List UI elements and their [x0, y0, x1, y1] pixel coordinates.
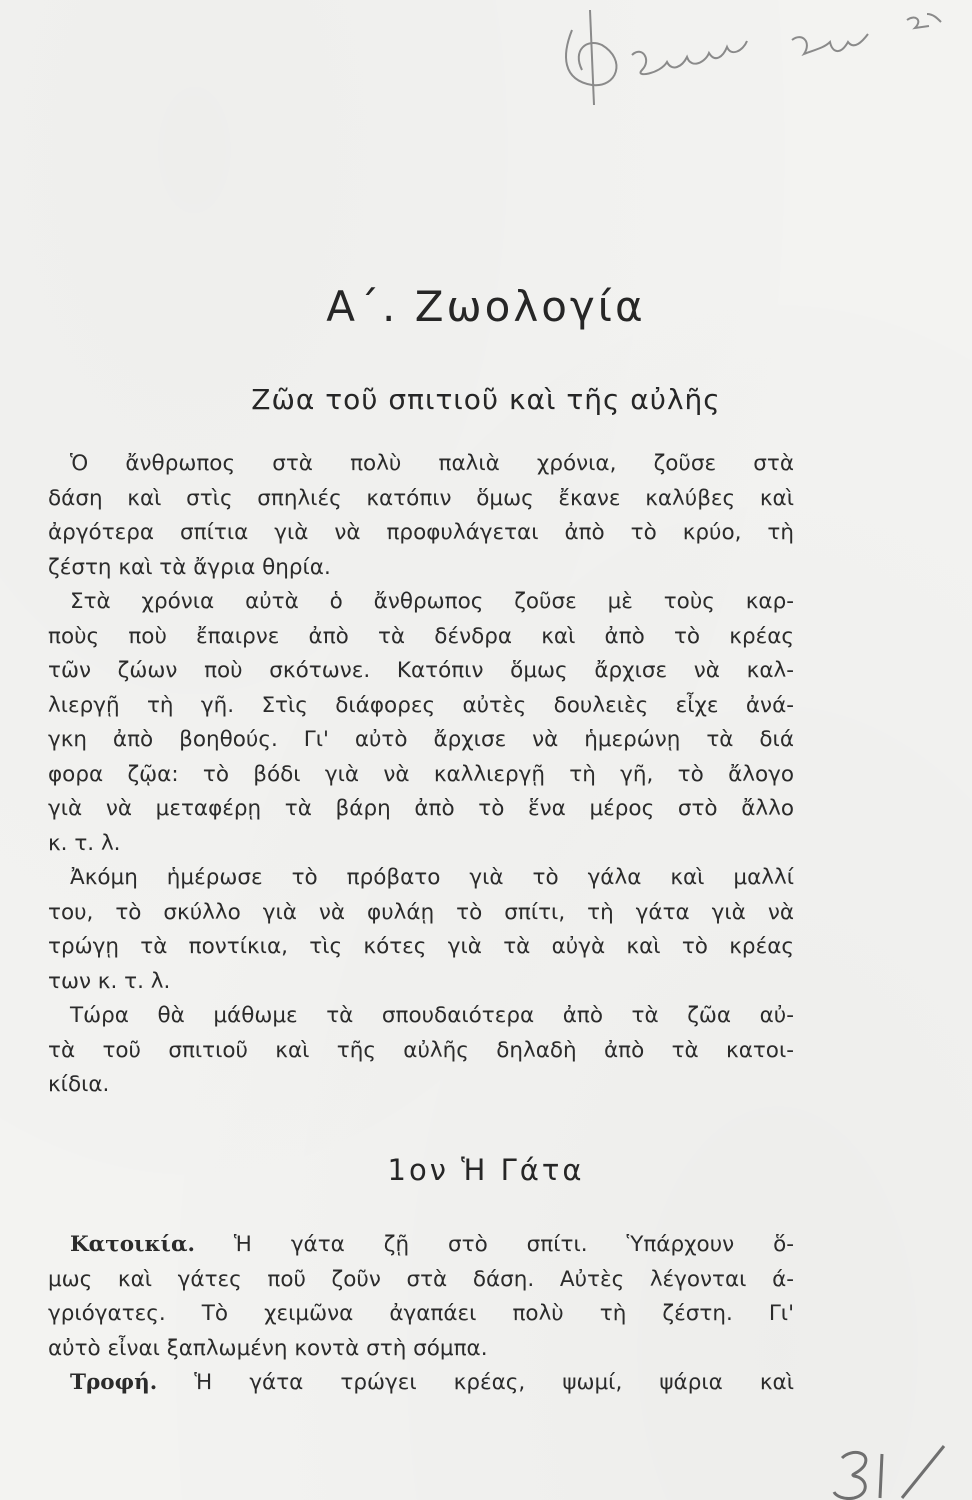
text-line: του, τὸ σκύλλο γιὰ νὰ φυλάῃ τὸ σπίτι, τὴ γάτα γιὰ νὰ	[48, 899, 794, 925]
text-line: λιεργῇ τὴ γῆ. Στὶς διάφορες αὐτὲς δουλειὲς εἶχε ἀνά-	[48, 692, 794, 718]
text-line: Στὰ χρόνια αὐτὰ ὁ ἄνθρωπος ζοῦσε μὲ τοὺς καρ-	[70, 589, 794, 614]
section-paragraphs	[48, 1228, 794, 1401]
text-line	[48, 1263, 794, 1298]
text-line	[48, 1366, 794, 1401]
text-line: τῶν ζώων ποὺ σκότωνε. Κατόπιν ὅμως ἄρχισε νὰ καλ-	[48, 658, 794, 683]
text-line	[48, 1332, 794, 1367]
text-line	[48, 1297, 794, 1332]
text-line: κίδια.	[48, 1072, 110, 1097]
text-line: δάση καὶ στὶς σπηλιές κατόπιν ὅμως ἔκανε καλύβες καὶ	[48, 485, 794, 511]
line-text: αὐτὸ εἶναι ξαπλωμένη κοντὰ στὴ σόμπα.	[48, 1335, 488, 1361]
text-line: κ. τ. λ.	[48, 830, 121, 856]
handwritten-annotation-top	[532, 0, 952, 110]
text-line: των κ. τ. λ.	[48, 968, 171, 994]
line-text: Ἡ γάτα τρώγει κρέας, ψωμί, ψάρια καὶ	[157, 1370, 794, 1395]
line-text: γριόγατες. Τὸ χειμῶνα ἀγαπάει πολὺ τὴ ζέστη. Γι'	[48, 1301, 794, 1326]
text-line: γιὰ νὰ μεταφέρῃ τὰ βάρη ἀπὸ τὸ ἕνα μέρος στὸ ἄλλο	[48, 796, 794, 821]
handwritten-page-number	[822, 1440, 952, 1500]
line-text: μως καὶ γάτες ποῦ ζοῦν στὰ δάση. Αὐτὲς λέγονται ά-	[48, 1266, 794, 1292]
intro-paragraphs	[48, 447, 794, 1103]
text-line: ἀργότερα σπίτια γιὰ νὰ προφυλάγεται ἀπὸ τὸ κρύο, τὴ	[48, 520, 794, 545]
line-text: Ἡ γάτα ζῇ στὸ σπίτι. Ὑπάρχουν ὅ-	[195, 1232, 794, 1257]
term-label: Τροφή.	[70, 1370, 158, 1395]
text-line: τὰ τοῦ σπιτιοῦ καὶ τῆς αὐλῆς δηλαδὴ ἀπὸ τὰ κατοι-	[48, 1037, 794, 1063]
chapter-subtitle: Ζῶα τοῦ σπιτιοῦ καὶ τῆς αὐλῆς	[251, 383, 721, 416]
text-line: τρώγῃ τὰ ποντίκια, τὶς κότες γιὰ τὰ αὐγὰ καὶ τὸ κρέας	[48, 934, 794, 959]
section-heading: 1ον Ἡ Γάτα	[387, 1153, 585, 1187]
text-line: ποὺς ποὺ ἔπαιρνε ἀπὸ τὰ δένδρα καὶ ἀπὸ τὸ κρέας	[48, 623, 794, 649]
text-line: φορα ζῷα: τὸ βόδι γιὰ νὰ καλλιεργῇ τὴ γῆ, τὸ ἄλογο	[48, 761, 794, 787]
text-line: Ὁ ἄνθρωπος στὰ πολὺ παλιὰ χρόνια, ζοῦσε στὰ	[70, 451, 794, 476]
text-line: Ἀκόμη ἡμέρωσε τὸ πρόβατο γιὰ τὸ γάλα καὶ μαλλί	[70, 865, 794, 890]
text-line: Τώρα θὰ μάθωμε τὰ σπουδαιότερα ἀπὸ τὰ ζῶα αὐ-	[70, 1003, 794, 1028]
term-label: Κατοικία.	[70, 1232, 195, 1257]
chapter-title: Α΄. Ζωολογία	[326, 282, 646, 331]
text-line: γκη ἀπὸ βοηθούς. Γι' αὐτὸ ἄρχισε νὰ ἡμερώνῃ τὰ διά	[48, 727, 794, 752]
text-line: ζέστη καὶ τὰ ἄγρια θηρία.	[48, 554, 331, 580]
text-line	[48, 1228, 794, 1263]
